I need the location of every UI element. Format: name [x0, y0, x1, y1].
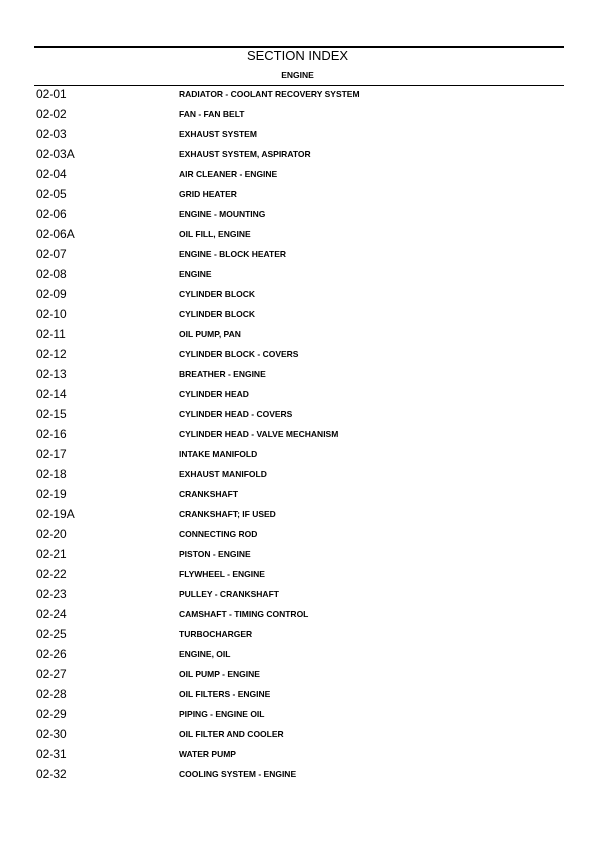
index-row [0, 284, 595, 304]
index-row [0, 344, 595, 364]
section-code: 02-06A [36, 227, 75, 241]
section-code: 02-23 [36, 587, 67, 601]
index-row [0, 724, 595, 744]
section-description: CRANKSHAFT; IF USED [179, 509, 276, 519]
section-code: 02-21 [36, 547, 67, 561]
section-code: 02-10 [36, 307, 67, 321]
section-description: FLYWHEEL - ENGINE [179, 569, 265, 579]
section-code: 02-31 [36, 747, 67, 761]
index-row [0, 104, 595, 124]
index-row [0, 464, 595, 484]
section-code: 02-28 [36, 687, 67, 701]
section-description: PULLEY - CRANKSHAFT [179, 589, 279, 599]
index-row [0, 224, 595, 244]
index-row [0, 524, 595, 544]
index-row [0, 684, 595, 704]
index-row [0, 404, 595, 424]
section-description: GRID HEATER [179, 189, 237, 199]
section-code: 02-05 [36, 187, 67, 201]
section-code: 02-30 [36, 727, 67, 741]
index-row [0, 424, 595, 444]
section-description: EXHAUST SYSTEM, ASPIRATOR [179, 149, 311, 159]
section-description: OIL PUMP - ENGINE [179, 669, 260, 679]
section-code: 02-16 [36, 427, 67, 441]
index-row [0, 84, 595, 104]
section-description: CRANKSHAFT [179, 489, 239, 499]
section-description: AIR CLEANER - ENGINE [179, 169, 278, 179]
section-index-list [0, 84, 595, 784]
section-description: BREATHER - ENGINE [179, 369, 266, 379]
section-code: 02-03 [36, 127, 67, 141]
index-row [0, 144, 595, 164]
index-row [0, 664, 595, 684]
index-row [0, 324, 595, 344]
index-row [0, 444, 595, 464]
section-code: 02-06 [36, 207, 67, 221]
section-description: CYLINDER BLOCK - COVERS [179, 349, 299, 359]
section-description: OIL FILTER AND COOLER [179, 729, 284, 739]
section-code: 02-17 [36, 447, 67, 461]
index-row [0, 644, 595, 664]
index-row [0, 744, 595, 764]
section-code: 02-15 [36, 407, 67, 421]
index-row [0, 564, 595, 584]
section-description: FAN - FAN BELT [179, 109, 245, 119]
index-row [0, 164, 595, 184]
section-description: OIL FILL, ENGINE [179, 229, 251, 239]
section-description: ENGINE - BLOCK HEATER [179, 249, 287, 259]
section-description: WATER PUMP [179, 749, 236, 759]
section-description: RADIATOR - COOLANT RECOVERY SYSTEM [179, 89, 360, 99]
index-row [0, 364, 595, 384]
index-row [0, 484, 595, 504]
index-row [0, 304, 595, 324]
section-code: 02-07 [36, 247, 67, 261]
index-row [0, 764, 595, 784]
index-row [0, 264, 595, 284]
index-row [0, 604, 595, 624]
section-code: 02-14 [36, 387, 67, 401]
section-code: 02-09 [36, 287, 67, 301]
section-description: ENGINE - MOUNTING [179, 209, 266, 219]
section-description: CYLINDER HEAD - COVERS [179, 409, 293, 419]
index-row [0, 204, 595, 224]
section-code: 02-19 [36, 487, 67, 501]
section-description: OIL PUMP, PAN [179, 329, 241, 339]
section-description: OIL FILTERS - ENGINE [179, 689, 271, 699]
section-description: COOLING SYSTEM - ENGINE [179, 769, 297, 779]
section-code: 02-04 [36, 167, 67, 181]
index-row [0, 704, 595, 724]
section-description: CYLINDER BLOCK [179, 289, 256, 299]
section-code: 02-03A [36, 147, 75, 161]
section-code: 02-12 [36, 347, 67, 361]
section-description: CYLINDER BLOCK [179, 309, 256, 319]
section-description: TURBOCHARGER [179, 629, 253, 639]
section-code: 02-24 [36, 607, 67, 621]
section-subtitle: ENGINE [281, 70, 314, 80]
section-description: INTAKE MANIFOLD [179, 449, 258, 459]
section-description: PIPING - ENGINE OIL [179, 709, 265, 719]
page-title: SECTION INDEX [246, 48, 349, 63]
section-description: EXHAUST MANIFOLD [179, 469, 267, 479]
section-description: ENGINE, OIL [179, 649, 231, 659]
section-code: 02-26 [36, 647, 67, 661]
section-code: 02-29 [36, 707, 67, 721]
section-code: 02-11 [36, 327, 66, 341]
index-row [0, 624, 595, 644]
index-row [0, 244, 595, 264]
section-code: 02-02 [36, 107, 67, 121]
section-code: 02-25 [36, 627, 67, 641]
index-row [0, 544, 595, 564]
index-row [0, 384, 595, 404]
index-row [0, 504, 595, 524]
section-code: 02-22 [36, 567, 67, 581]
section-description: CYLINDER HEAD [179, 389, 249, 399]
section-description: CONNECTING ROD [179, 529, 258, 539]
section-description: EXHAUST SYSTEM [179, 129, 257, 139]
section-description: ENGINE [179, 269, 212, 279]
section-description: CAMSHAFT - TIMING CONTROL [179, 609, 309, 619]
section-code: 02-13 [36, 367, 67, 381]
section-description: CYLINDER HEAD - VALVE MECHANISM [179, 429, 339, 439]
section-code: 02-01 [36, 87, 67, 101]
section-code: 02-27 [36, 667, 67, 681]
index-row [0, 184, 595, 204]
section-description: PISTON - ENGINE [179, 549, 251, 559]
section-code: 02-19A [36, 507, 75, 521]
section-code: 02-08 [36, 267, 67, 281]
index-row [0, 124, 595, 144]
section-code: 02-18 [36, 467, 67, 481]
section-code: 02-32 [36, 767, 67, 781]
section-code: 02-20 [36, 527, 67, 541]
index-row [0, 584, 595, 604]
